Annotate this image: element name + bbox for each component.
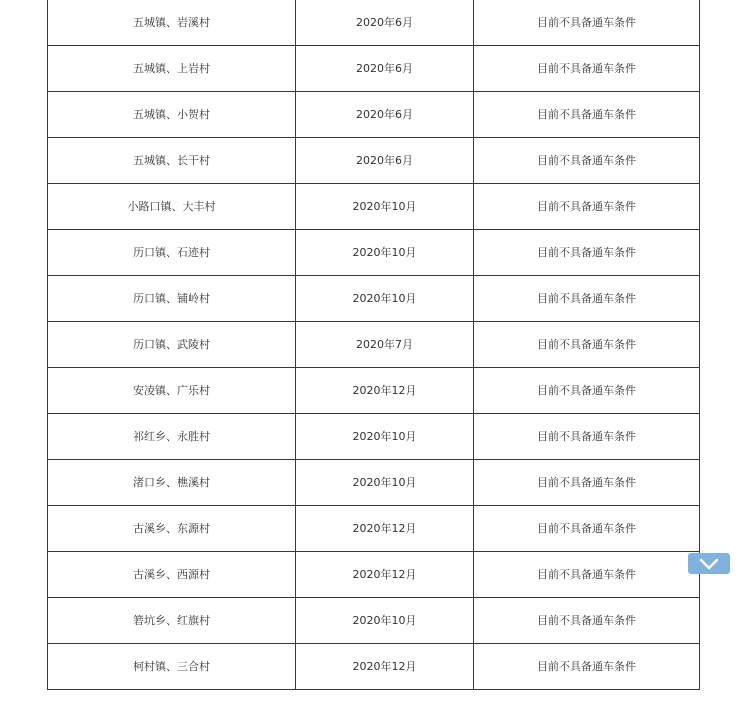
- status-cell: 目前不具备通车条件: [474, 552, 700, 598]
- status-cell: 目前不具备通车条件: [474, 46, 700, 92]
- table-row: [48, 0, 700, 46]
- table-row: [48, 368, 700, 414]
- date-cell: 2020年12月: [296, 644, 474, 690]
- table-row: [48, 276, 700, 322]
- village-cell: 柯村镇、三合村: [48, 644, 296, 690]
- table-row: [48, 506, 700, 552]
- village-table: [47, 0, 700, 690]
- status-cell: 目前不具备通车条件: [474, 138, 700, 184]
- village-cell: 古溪乡、东源村: [48, 506, 296, 552]
- date-cell: 2020年12月: [296, 506, 474, 552]
- date-cell: 2020年7月: [296, 322, 474, 368]
- village-cell: 历口镇、铺岭村: [48, 276, 296, 322]
- village-cell: 安凌镇、广乐村: [48, 368, 296, 414]
- village-cell: 五城镇、岩溪村: [48, 0, 296, 46]
- status-cell: 目前不具备通车条件: [474, 460, 700, 506]
- table-row: [48, 92, 700, 138]
- village-cell: 小路口镇、大丰村: [48, 184, 296, 230]
- table-row: [48, 230, 700, 276]
- table-row: [48, 322, 700, 368]
- village-cell: 祁红乡、永胜村: [48, 414, 296, 460]
- table-body: [48, 0, 700, 690]
- status-cell: 目前不具备通车条件: [474, 230, 700, 276]
- date-cell: 2020年12月: [296, 552, 474, 598]
- table-row: [48, 460, 700, 506]
- date-cell: 2020年6月: [296, 92, 474, 138]
- date-cell: 2020年10月: [296, 184, 474, 230]
- table-row: [48, 184, 700, 230]
- village-cell: 五城镇、长干村: [48, 138, 296, 184]
- table-row: [48, 644, 700, 690]
- date-cell: 2020年6月: [296, 46, 474, 92]
- status-cell: 目前不具备通车条件: [474, 276, 700, 322]
- date-cell: 2020年6月: [296, 138, 474, 184]
- status-cell: 目前不具备通车条件: [474, 322, 700, 368]
- status-cell: 目前不具备通车条件: [474, 644, 700, 690]
- date-cell: 2020年10月: [296, 598, 474, 644]
- village-cell: 渚口乡、樵溪村: [48, 460, 296, 506]
- chevron-down-icon: [699, 558, 719, 570]
- status-cell: 目前不具备通车条件: [474, 506, 700, 552]
- status-cell: 目前不具备通车条件: [474, 368, 700, 414]
- village-cell: 历口镇、石迹村: [48, 230, 296, 276]
- table-row: [48, 138, 700, 184]
- date-cell: 2020年10月: [296, 460, 474, 506]
- village-cell: 古溪乡、西源村: [48, 552, 296, 598]
- village-cell: 历口镇、武陵村: [48, 322, 296, 368]
- scroll-down-button[interactable]: [688, 553, 730, 574]
- village-table-container: [47, 0, 699, 690]
- date-cell: 2020年10月: [296, 230, 474, 276]
- date-cell: 2020年12月: [296, 368, 474, 414]
- status-cell: 目前不具备通车条件: [474, 414, 700, 460]
- village-cell: 五城镇、上岩村: [48, 46, 296, 92]
- village-cell: 箬坑乡、红旗村: [48, 598, 296, 644]
- table-row: [48, 552, 700, 598]
- table-row: [48, 598, 700, 644]
- status-cell: 目前不具备通车条件: [474, 598, 700, 644]
- village-cell: 五城镇、小贺村: [48, 92, 296, 138]
- status-cell: 目前不具备通车条件: [474, 184, 700, 230]
- status-cell: 目前不具备通车条件: [474, 0, 700, 46]
- table-row: [48, 414, 700, 460]
- status-cell: 目前不具备通车条件: [474, 92, 700, 138]
- date-cell: 2020年6月: [296, 0, 474, 46]
- date-cell: 2020年10月: [296, 414, 474, 460]
- date-cell: 2020年10月: [296, 276, 474, 322]
- table-row: [48, 46, 700, 92]
